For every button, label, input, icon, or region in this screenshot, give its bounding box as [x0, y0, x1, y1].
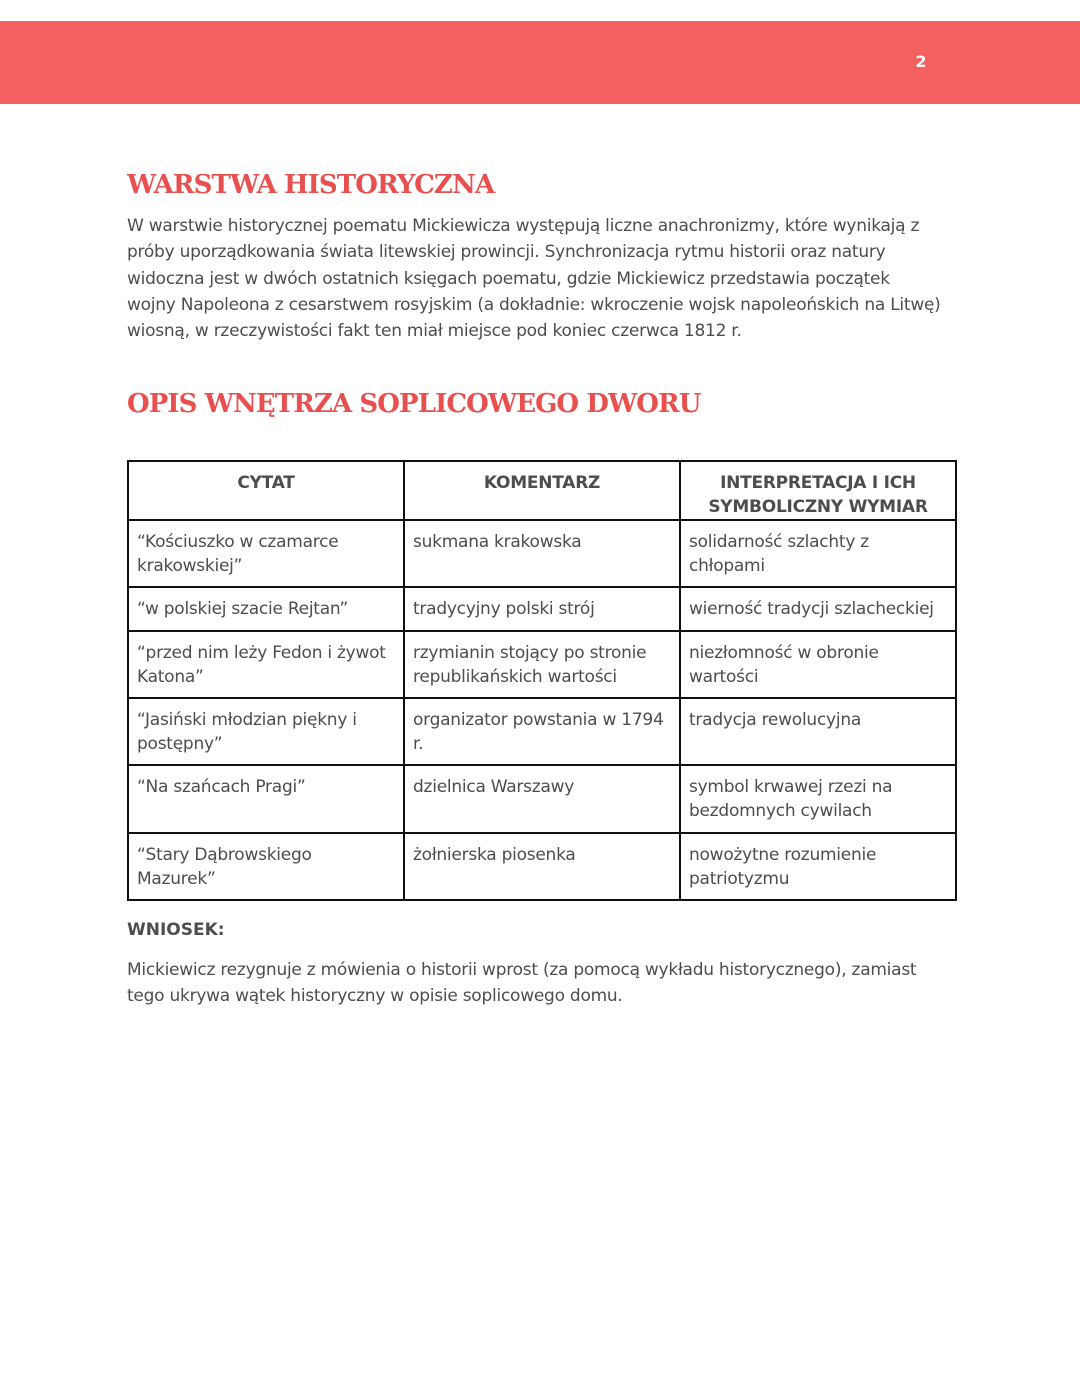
cell-quote: “przed nim leży Fedon i żywot Katona”	[128, 631, 404, 698]
cell-comment: tradycyjny polski strój	[404, 587, 680, 631]
table-row	[128, 631, 956, 698]
paragraph-line: Mickiewicz rezygnuje z mówienia o historii wprost (za pomocą wykładu historycznego), zamiast	[127, 960, 917, 980]
table-header-row	[128, 461, 956, 520]
cell-interpretation: tradycja rewolucyjna	[680, 698, 956, 765]
table-row	[128, 520, 956, 587]
paragraph-line: tego ukrywa wątek historyczny w opisie soplicowego domu.	[127, 986, 623, 1007]
paragraph-line: widoczna jest w dwóch ostatnich księgach poematu, gdzie Mickiewicz przedstawia początek	[127, 268, 890, 289]
section-title-historical: WARSTWA HISTORYCZNA	[127, 170, 495, 200]
cell-interpretation: wierność tradycji szlacheckiej	[680, 587, 956, 631]
cell-interpretation: nowożytne rozumienie patriotyzmu	[680, 833, 956, 900]
cell-interpretation: niezłomność w obronie wartości	[680, 631, 956, 698]
section-title-interior: OPIS WNĘTRZA SOPLICOWEGO DWORU	[127, 389, 701, 419]
historical-paragraph	[127, 213, 967, 344]
conclusion-paragraph	[127, 957, 967, 1010]
cell-quote: “Jasiński młodzian piękny i postępny”	[128, 698, 404, 765]
paragraph-line: W warstwie historycznej poematu Mickiewicza występują liczne anachronizmy, które wynikają z	[127, 216, 920, 236]
cell-comment: dzielnica Warszawy	[404, 765, 680, 833]
table-row	[128, 587, 956, 631]
table-row	[128, 833, 956, 900]
paragraph-line: wojny Napoleona z cesarstwem rosyjskim (a dokładnie: wkroczenie wojsk napoleońskich na Litwę)	[127, 294, 941, 315]
quote-table	[127, 460, 957, 901]
table-row	[128, 765, 956, 833]
conclusion-label: WNIOSEK:	[127, 920, 225, 940]
cell-quote: “Kościuszko w czamarce krakowskiej”	[128, 520, 404, 587]
cell-interpretation: symbol krwawej rzezi na bezdomnych cywilach	[680, 765, 956, 833]
cell-comment: żołnierska piosenka	[404, 833, 680, 900]
cell-comment: rzymianin stojący po stronie republikańskich wartości	[404, 631, 680, 698]
header-cytat: CYTAT	[128, 461, 404, 520]
header-komentarz: KOMENTARZ	[404, 461, 680, 520]
header-interpretacja: INTERPRETACJA I ICH SYMBOLICZNY WYMIAR	[680, 461, 956, 520]
paragraph-line: wiosną, w rzeczywistości fakt ten miał miejsce pod koniec czerwca 1812 r.	[127, 321, 742, 342]
cell-quote: “w polskiej szacie Rejtan”	[128, 587, 404, 631]
cell-comment: sukmana krakowska	[404, 520, 680, 587]
page-number: 2	[915, 52, 927, 71]
cell-quote: “Stary Dąbrowskiego Mazurek”	[128, 833, 404, 900]
cell-comment: organizator powstania w 1794 r.	[404, 698, 680, 765]
table-row	[128, 698, 956, 765]
cell-interpretation: solidarność szlachty z chłopami	[680, 520, 956, 587]
paragraph-line: próby uporządkowania świata litewskiej prowincji. Synchronizacja rytmu historii oraz natury	[127, 242, 886, 263]
cell-quote: “Na szańcach Pragi”	[128, 765, 404, 833]
